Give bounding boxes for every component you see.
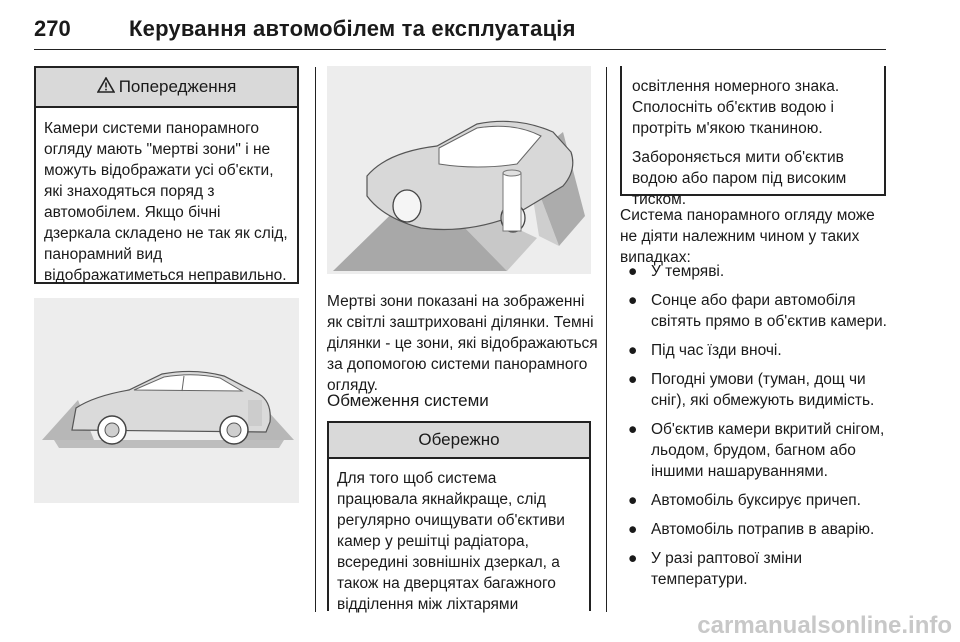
limitations-list [620, 261, 890, 598]
list-item: ● Сонце або фари автомобіля світять прямо в об'єктив камери. [628, 292, 887, 330]
bullet-icon: ● [628, 550, 638, 567]
bullet-icon: ● [628, 371, 638, 388]
car-side-view-illustration [34, 298, 299, 503]
list-item: ● Об'єктив камери вкритий снігом, льодом, брудом, багном або іншими нашаруваннями. [628, 421, 885, 480]
section-heading: Обмеження системи [327, 391, 489, 410]
continued-caution-box [620, 66, 886, 208]
bullet-icon: ● [628, 292, 638, 309]
blind-zones-paragraph: Мертві зони показані на зображенні як світлі заштриховані ділянки. Темні ділянки - це зони, які відображаються за допомогою системи панорамного огляду. [327, 293, 598, 394]
caution-text: Для того щоб система працювала якнайкраще, слід регулярно очищувати об'єктиви камер у решітці радіатора, всередині зовнішніх дзеркал, а також на дверцятах багажного відділення між ліхтарями [337, 470, 565, 613]
warning-icon [97, 69, 115, 107]
warning-text: Камери системи панорамного огляду мають "мертві зони" і не можуть відображати усі об'єкти, які знаходяться поряд з автомобілем. Якщо бічні дзеркала складено не так як слід, панорамний вид відображатиметься неправильно. [44, 120, 288, 284]
caution-box [327, 421, 591, 611]
list-item: ● У разі раптової зміни температури. [628, 550, 802, 588]
column-separator-right [606, 67, 607, 612]
bullet-icon: ● [628, 521, 638, 538]
continued-text-2: Забороняється мити об'єктив водою або паром під високим тиском. [632, 149, 847, 208]
column-separator-left [315, 67, 316, 612]
limitations-intro: Система панорамного огляду може не діяти належним чином у таких випадках: [620, 207, 875, 266]
bullet-icon: ● [628, 263, 638, 280]
warning-box-header [36, 68, 297, 108]
page-header [34, 16, 886, 52]
list-item: ● У темряві. [628, 263, 725, 280]
header-rule [34, 49, 886, 50]
page-title: Керування автомобілем та експлуатація [129, 16, 576, 41]
bullet-icon: ● [628, 492, 638, 509]
list-item: ● Погодні умови (туман, дощ чи сніг), які обмежують видимість. [628, 371, 875, 409]
bullet-icon: ● [628, 421, 638, 438]
list-item: ● Під час їзди вночі. [628, 342, 782, 359]
page-number: 270 [34, 16, 71, 41]
caution-box-header: Обережно [329, 423, 589, 459]
car-blind-zones-illustration [327, 66, 591, 274]
warning-heading: Попередження [118, 77, 237, 96]
list-item: ● Автомобіль потрапив в аварію. [628, 521, 875, 538]
bullet-icon: ● [628, 342, 638, 359]
watermark: carmanualsonline.info [697, 612, 952, 639]
continued-text-1: освітлення номерного знака. Сполосніть об'єктив водою і протріть м'якою тканиною. [632, 78, 840, 137]
list-item: ● Автомобіль буксирує причеп. [628, 492, 861, 509]
warning-box [34, 66, 299, 284]
